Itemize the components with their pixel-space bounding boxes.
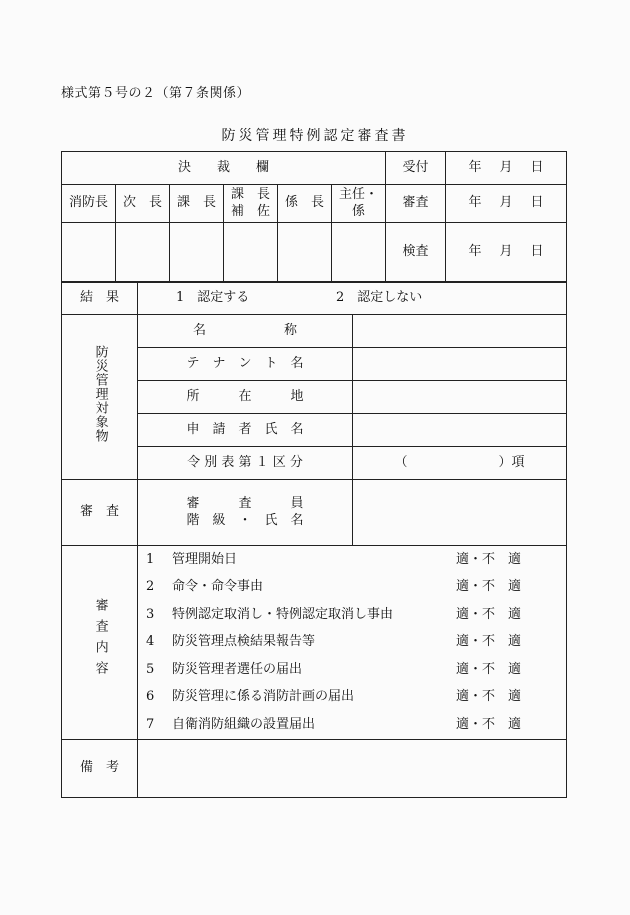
reviewer-value[interactable] <box>353 480 567 546</box>
position-staff: 主任・ 係 <box>332 185 386 223</box>
receipt-date[interactable]: 年 月 日 <box>446 152 567 185</box>
position-fire-chief: 消防長 <box>62 185 116 223</box>
stamp-box-fire-chief[interactable] <box>62 223 116 282</box>
position-subsection-chief: 係 長 <box>278 185 332 223</box>
content-item <box>138 546 566 574</box>
stamp-box-section-chief[interactable] <box>170 223 224 282</box>
stamp-box-subsection-chief[interactable] <box>278 223 332 282</box>
stamp-box-staff[interactable] <box>332 223 386 282</box>
target-applicant-value[interactable] <box>353 414 567 447</box>
content-label: 審査内容 <box>62 546 138 740</box>
stamp-box-deputy-chief[interactable] <box>116 223 170 282</box>
content-item-judgement[interactable]: 適・不 適 <box>456 634 522 650</box>
position-section-chief: 課 長 <box>170 185 224 223</box>
content-item-label: 特例認定取消し・特例認定取消し事由 <box>172 606 394 622</box>
content-item-judgement[interactable]: 適・不 適 <box>456 661 522 677</box>
content-item <box>138 684 566 712</box>
target-name-label: 名 称 <box>138 315 353 348</box>
content-item-number: 6 <box>146 689 155 705</box>
content-list <box>138 546 566 739</box>
content-item-judgement[interactable]: 適・不 適 <box>456 579 522 595</box>
content-item-number: 4 <box>146 634 155 650</box>
content-item-number: 3 <box>146 606 155 622</box>
remarks-value[interactable] <box>138 739 567 797</box>
content-item-number: 7 <box>146 716 155 732</box>
result-label: 結 果 <box>62 283 138 315</box>
result-option-approve[interactable]: 1 認定する <box>176 290 250 306</box>
content-item-number: 5 <box>146 661 155 677</box>
inspection-date[interactable]: 年 月 日 <box>446 223 567 282</box>
target-location-label: 所 在 地 <box>138 381 353 414</box>
document-title: 防災管理特例認定審査書 <box>221 128 409 144</box>
content-item <box>138 574 566 602</box>
content-item-label: 命令・命令事由 <box>172 579 264 595</box>
result-options[interactable] <box>138 283 567 315</box>
content-item-label: 管理開始日 <box>172 551 238 567</box>
content-item-judgement[interactable]: 適・不 適 <box>456 606 522 622</box>
content-item-number: 2 <box>146 579 155 595</box>
inspection-label: 検査 <box>386 223 446 282</box>
position-section-assistant: 課 長 補 佐 <box>224 185 278 223</box>
target-tenant-label: テ ナ ン ト 名 <box>138 348 353 381</box>
approval-header: 決 裁 欄 <box>62 152 386 185</box>
target-tenant-value[interactable] <box>353 348 567 381</box>
target-category-label: 令 別 表 第 １ 区 分 <box>138 447 353 480</box>
target-label: 防災管理対象物 <box>62 315 138 480</box>
content-item-number: 1 <box>146 551 155 567</box>
content-item-label: 防災管理者選任の届出 <box>172 661 303 677</box>
target-name-value[interactable] <box>353 315 567 348</box>
content-items <box>138 546 567 740</box>
review-table <box>61 282 567 798</box>
review-label: 審査 <box>386 185 446 223</box>
stamp-box-section-assistant[interactable] <box>224 223 278 282</box>
receipt-label: 受付 <box>386 152 446 185</box>
content-item-label: 防災管理に係る消防計画の届出 <box>172 689 355 705</box>
result-option-deny[interactable]: 2 認定しない <box>336 290 423 306</box>
content-item-label: 防災管理点検結果報告等 <box>172 634 316 650</box>
content-item <box>138 601 566 629</box>
reviewer-label: 審 査 <box>62 480 138 546</box>
target-applicant-label: 申 請 者 氏 名 <box>138 414 353 447</box>
content-item-judgement[interactable]: 適・不 適 <box>456 689 522 705</box>
review-date[interactable]: 年 月 日 <box>446 185 567 223</box>
content-item <box>138 656 566 684</box>
content-item-judgement[interactable]: 適・不 適 <box>456 551 522 567</box>
target-category-value[interactable]: （ ）項 <box>353 447 567 480</box>
approval-table <box>61 151 567 282</box>
content-item <box>138 711 566 739</box>
target-location-value[interactable] <box>353 381 567 414</box>
remarks-label: 備 考 <box>62 739 138 797</box>
content-item-label: 自衛消防組織の設置届出 <box>172 716 316 732</box>
form-reference: 様式第５号の２（第７条関係） <box>61 86 251 101</box>
position-deputy-chief: 次 長 <box>116 185 170 223</box>
content-item-judgement[interactable]: 適・不 適 <box>456 716 522 732</box>
reviewer-field-label: 審 査 員 階 級 ・ 氏 名 <box>138 480 353 546</box>
content-item <box>138 629 566 657</box>
